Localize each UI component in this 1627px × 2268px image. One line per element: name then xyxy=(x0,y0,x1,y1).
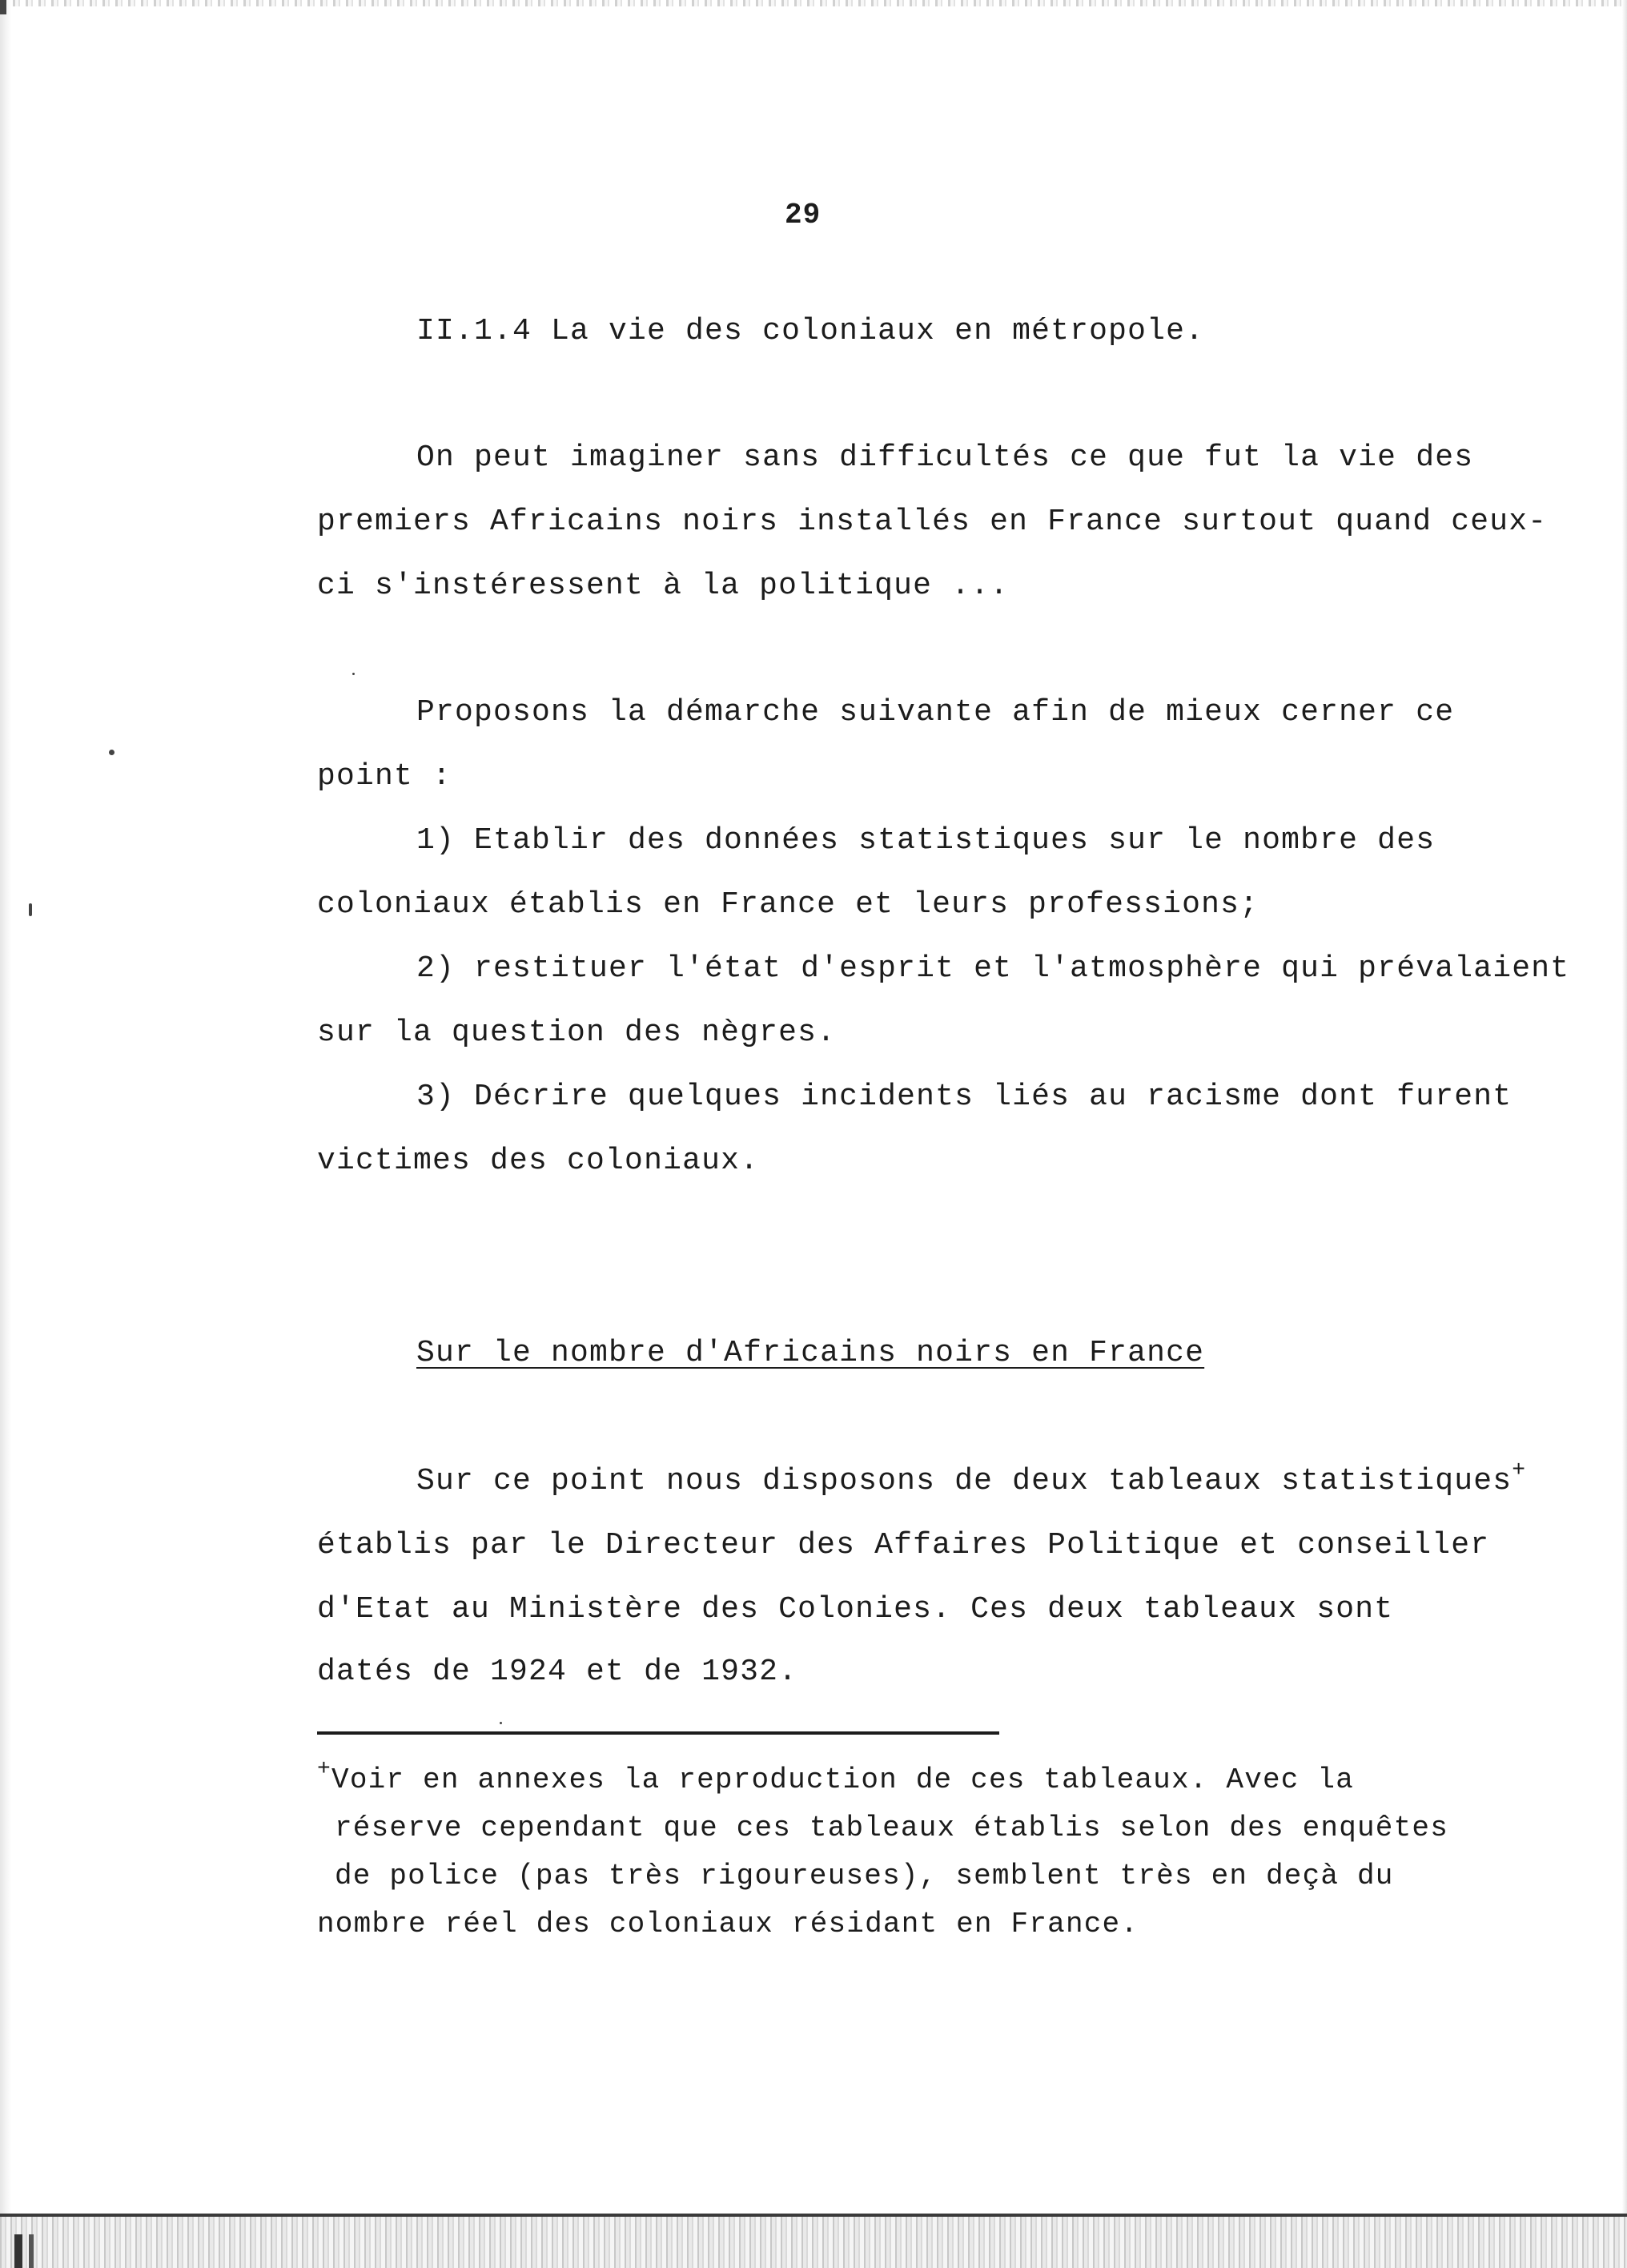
footnote-text: Voir en annexes la reproduction de ces tableaux. Avec la xyxy=(331,1763,1355,1796)
statistics-paragraph-line: établis par le Directeur des Affaires Politique et conseiller xyxy=(317,1528,1490,1562)
scan-bottom-mark xyxy=(29,2234,34,2268)
scan-bottom-mark xyxy=(14,2234,22,2268)
intro-paragraph-line: ci s'instéressent à la politique ... xyxy=(317,569,1010,603)
footnote-marker: + xyxy=(317,1757,332,1782)
page-number: 29 xyxy=(785,199,822,231)
section-heading: II.1.4 La vie des coloniaux en métropole. xyxy=(416,314,1205,348)
scan-corner-mark xyxy=(0,0,6,14)
scan-bottom-strip xyxy=(0,2217,1627,2268)
footnote-reference-marker: + xyxy=(1512,1458,1527,1483)
step-line: 2) restituer l'état d'esprit et l'atmosphère qui prévalaient xyxy=(416,951,1570,986)
footnote-separator xyxy=(317,1731,999,1735)
footnote-line: de police (pas très rigoureuses), semblent très en deçà du xyxy=(335,1860,1394,1892)
scan-top-edge xyxy=(0,0,1627,6)
statistics-paragraph-text: Sur ce point nous disposons de deux tableaux statistiques xyxy=(416,1464,1513,1498)
footnote-line xyxy=(317,1757,1355,1801)
subsection-heading: Sur le nombre d'Africains noirs en France xyxy=(416,1336,1205,1370)
intro-paragraph-line: premiers Africains noirs installés en France surtout quand ceux- xyxy=(317,505,1548,539)
statistics-paragraph-line: datés de 1924 et de 1932. xyxy=(317,1655,798,1689)
statistics-paragraph-line xyxy=(416,1458,1527,1503)
step-line: victimes des coloniaux. xyxy=(317,1144,760,1178)
approach-paragraph-line: Proposons la démarche suivante afin de mieux cerner ce xyxy=(416,695,1455,730)
intro-paragraph-line: On peut imaginer sans difficultés ce que fut la vie des xyxy=(416,440,1474,475)
scan-left-edge xyxy=(0,0,11,2268)
step-line: coloniaux établis en France et leurs professions; xyxy=(317,887,1259,922)
step-line: 1) Etablir des données statistiques sur le nombre des xyxy=(416,823,1436,858)
scan-speck xyxy=(352,673,355,675)
statistics-paragraph-line: d'Etat au Ministère des Colonies. Ces deux tableaux sont xyxy=(317,1592,1394,1627)
approach-paragraph-line: point : xyxy=(317,759,452,794)
scan-speck xyxy=(109,750,114,755)
step-line: 3) Décrire quelques incidents liés au racisme dont furent xyxy=(416,1080,1513,1114)
scan-speck xyxy=(29,903,32,916)
footnote-line: réserve cependant que ces tableaux établis selon des enquêtes xyxy=(335,1812,1449,1844)
footnote-line: nombre réel des coloniaux résidant en France. xyxy=(317,1908,1139,1940)
step-line: sur la question des nègres. xyxy=(317,1015,837,1050)
scan-speck xyxy=(500,1722,502,1724)
scan-right-edge xyxy=(1622,0,1627,2268)
